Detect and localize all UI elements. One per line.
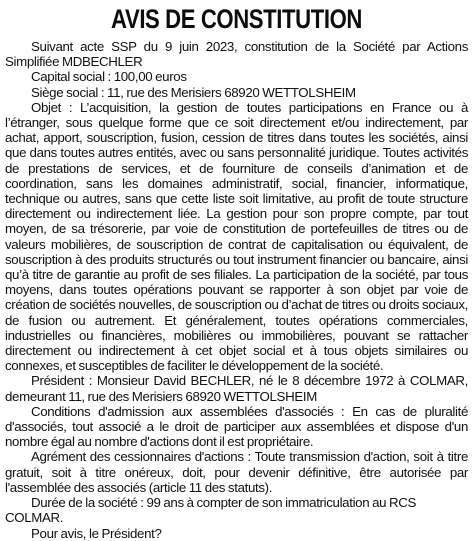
- notice-title: AVIS DE CONSTITUTION: [111, 4, 362, 34]
- notice-paragraph-admission-conditions: Conditions d'admission aux assemblées d'associés : En cas de pluralité d'associés, tout associé a le droit de participer aux assemblées et dispose d'un nombre égal au nombre d'actions dont il est propriétaire.: [5, 403, 468, 450]
- notice-paragraph-duration: Durée de la société : 99 ans à compter de son immatriculation au RCS COLMAR.: [5, 495, 417, 526]
- notice-body: [5, 39, 468, 541]
- notice-paragraph-share-transfer-approval: Agrément des cessionnaires d'actions : Toute transmission d'action, soit à titre gratuit, soit à titre onéreux, doit, pour devenir définitive, être autorisée par l'assemblée des associés (article 11 des statuts).: [5, 449, 468, 495]
- notice-paragraph-signature: Pour avis, le Président?: [31, 525, 162, 541]
- notice-paragraph-president: Président : Monsieur David BECHLER, né le 8 décembre 1972 à COLMAR, demeurant 11, rue des Merisiers 68920 WETTOLSHEIM: [5, 373, 468, 404]
- notice-paragraph-registered-office: Siège social : 11, rue des Merisiers 68920 WETTOLSHEIM: [31, 84, 356, 100]
- notice-paragraph-constitution: Suivant acte SSP du 9 juin 2023, constitution de la Société par Actions Simplifiée MDBECHLER: [5, 39, 468, 70]
- notice-paragraph-capital: Capital social : 100,00 euros: [31, 69, 187, 85]
- notice-paragraph-purpose: Objet : L’acquisition, la gestion de toutes participations en France ou à l’étranger, sous quelque forme que ce soit directement et/ou indirectement, par achat, apport, souscription, fusion, cession de titres dans toutes les sociétés, ainsi que dans toutes autres entités, avec ou sans personnalité juridique. Toutes activités de prestations de services, et de fourniture de conseils d’animation et de coordination, sans les domaines administratif, social, financier, informatique, technique ou autres, sans que cette liste soit limitative, au profit de toute structure directement ou indirectement liée. La gestion pour son propre compte, par tout moyen, de sa trésorerie, par voie de constitution de portefeuilles de titres ou de valeurs mobilières, de souscription de contrat de capitalisation ou équivalent, de souscription à des produits structurés ou tout instrument financier ou bancaire, ainsi qu’à titre de garantie au profit de ses filiales. La participation de la société, par tous moyens, dans toutes opérations pouvant se rapporter à son objet par voie de création de sociétés nouvelles, de souscription ou d’achat de titres ou droits sociaux, de fusion ou autrement. Et généralement, toutes opérations commerciales, industrielles ou financières, mobilières ou immobilières, pouvant se rattacher directement ou indirectement à cet objet social et à tous objets similaires ou connexes, et susceptibles de faciliter le développement de la société.: [5, 99, 468, 374]
